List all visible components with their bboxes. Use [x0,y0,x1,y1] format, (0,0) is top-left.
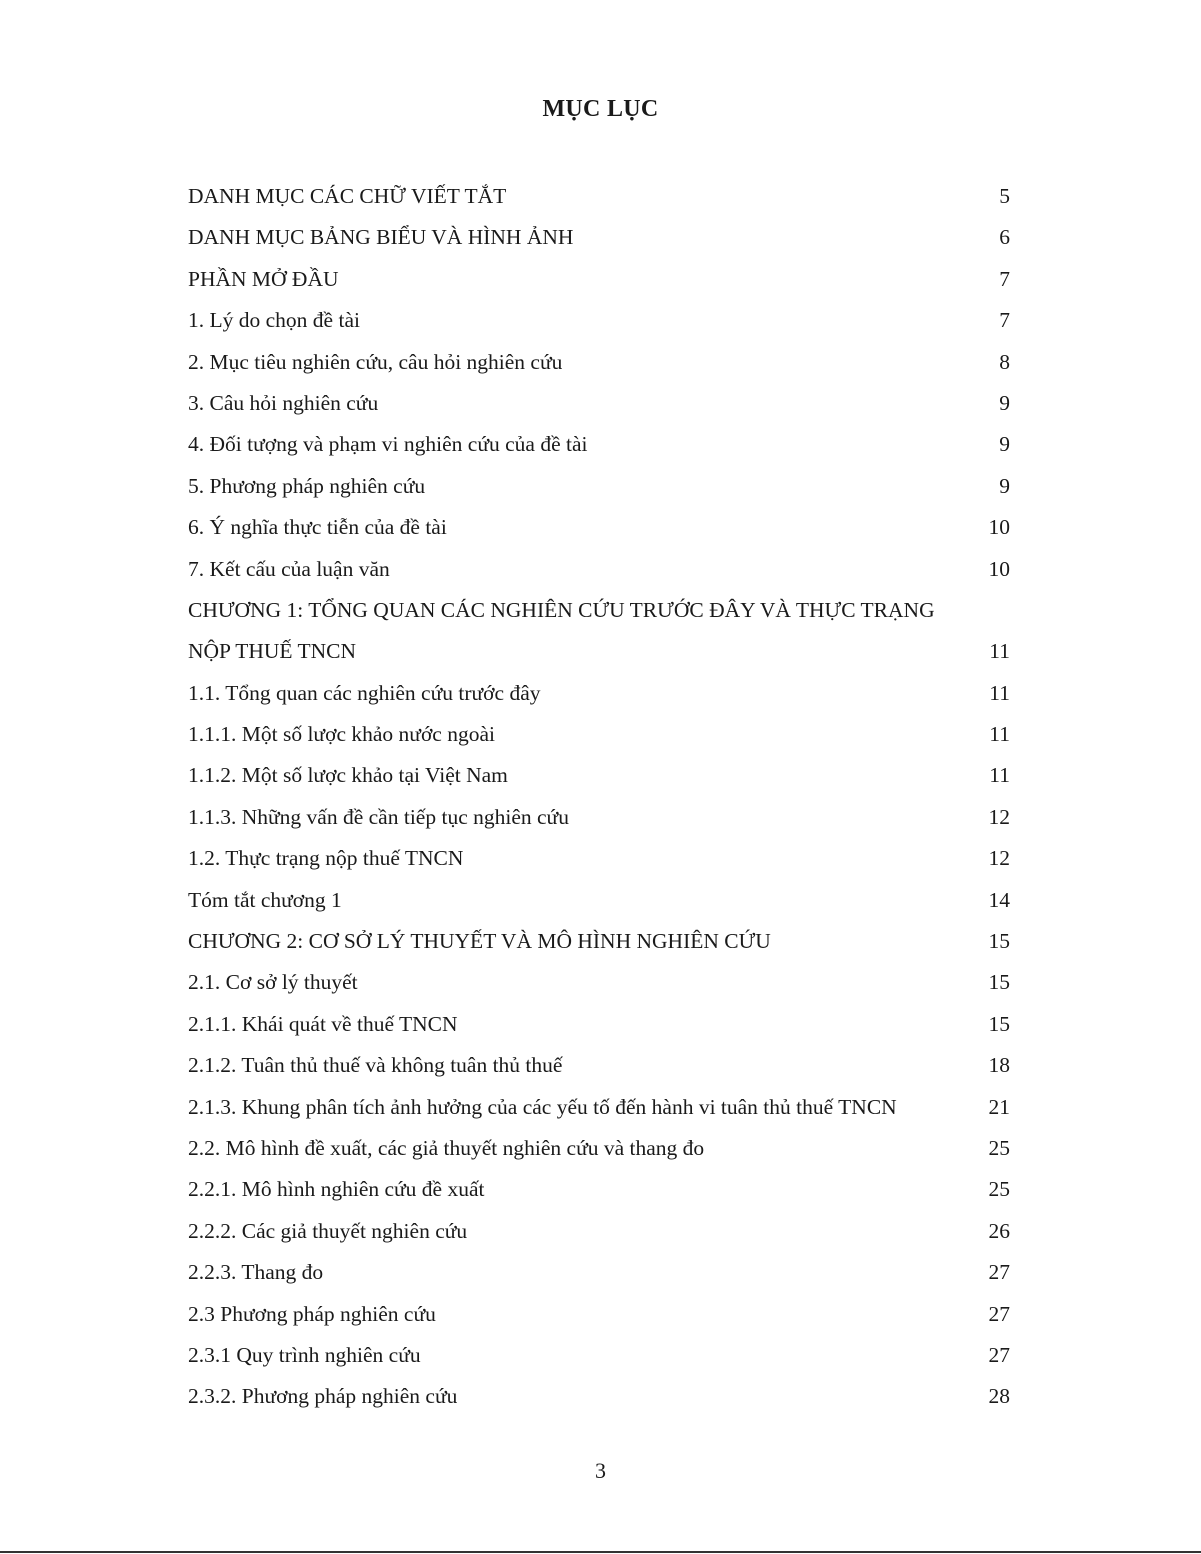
dot-leader [425,1340,987,1364]
toc-entry-page: 12 [988,804,1010,829]
toc-entry-page: 27 [988,1260,1010,1285]
toc-entry-label: Tóm tắt chương 1 [188,887,342,912]
toc-entry-page: 7 [999,308,1010,333]
toc-entry [188,1335,1010,1376]
toc-entry [188,1045,1010,1086]
toc-entry [188,342,1010,383]
toc-entry-label: 2.2.2. Các giả thuyết nghiên cứu [188,1218,468,1243]
toc-entry-page: 11 [989,722,1010,747]
toc-entry [188,962,1010,1003]
toc-entry [188,921,1010,962]
toc-entry-page: 27 [988,1301,1010,1326]
toc-entry-page: 10 [988,556,1010,581]
toc-entry [188,714,1010,755]
toc-entry-label: DANH MỤC CÁC CHỮ VIẾT TẮT [188,184,507,208]
dot-leader [512,760,987,784]
dot-leader [364,305,997,329]
toc-entry [188,797,1010,838]
toc-entry-page: 26 [988,1218,1010,1243]
toc-entry-page: 10 [988,515,1010,540]
toc-entry [188,1211,1010,1252]
toc-entry [188,176,1010,217]
dot-leader [510,181,997,205]
toc-entry-page: 14 [988,887,1010,912]
toc-entry-label: NỘP THUẾ TNCN [188,639,357,664]
toc-entry-label: 1.2. Thực trạng nộp thuế TNCN [188,846,464,871]
toc-entry [188,549,1010,590]
dot-leader [901,1092,987,1116]
toc-entry-page: 18 [988,1053,1010,1078]
toc-entry [188,1004,1010,1045]
dot-leader [566,1050,986,1074]
toc-entry-page: 8 [999,349,1010,374]
toc-entry [188,383,1010,424]
page-title: MỤC LỤC [542,96,659,122]
toc-entry-label: 1.1. Tổng quan các nghiên cứu trước đây [188,680,541,705]
toc-entry-page: 27 [988,1342,1010,1367]
toc-entry-label: 1. Lý do chọn đề tài [188,308,360,333]
dot-leader [708,1133,986,1157]
toc-entry-label: 4. Đối tượng và phạm vi nghiên cứu của đề tài [188,432,588,457]
dot-leader [440,1299,987,1323]
toc-entry-page: 6 [999,225,1010,250]
toc-entry [188,466,1010,507]
toc-entry-label: 2.3 Phương pháp nghiên cứu [188,1301,436,1326]
toc-entry-label: DANH MỤC BẢNG BIỂU VÀ HÌNH ẢNH [188,225,574,250]
toc-entry-label: 7. Kết cấu của luận văn [188,556,390,581]
toc-entry-label: 2.1.3. Khung phân tích ảnh hưởng của các yếu tố đến hành vi tuân thủ thuế TNCN [188,1094,897,1119]
toc-entry [188,1128,1010,1169]
dot-leader [462,1009,987,1033]
dot-leader [566,347,997,371]
toc-entry [188,1294,1010,1335]
toc-entry [188,1087,1010,1128]
bottom-divider [0,1551,1201,1553]
dot-leader [382,388,997,412]
dot-leader [489,1174,987,1198]
toc-entry-page: 15 [988,970,1010,995]
toc-entry [188,300,1010,341]
toc-entry-page: 15 [988,929,1010,954]
toc-entry-label: 1.1.3. Những vấn đề cần tiếp tục nghiên cứu [188,804,569,829]
toc-entry [188,217,1010,258]
toc-entry-page: 7 [999,266,1010,291]
toc-entry-page: 11 [989,763,1010,788]
toc-entry-page: 28 [988,1384,1010,1409]
dot-leader [775,926,987,950]
toc-entry-page: 15 [988,1011,1010,1036]
toc-entry [188,673,1010,714]
dot-leader [577,222,997,246]
toc-entry-label: 2.1. Cơ sở lý thuyết [188,970,358,995]
toc-entry-page: 9 [999,390,1010,415]
dot-leader [499,719,987,743]
toc-entry-label: 6. Ý nghĩa thực tiễn của đề tài [188,515,447,540]
toc-entry-label: 2.2. Mô hình đề xuất, các giả thuyết nghiên cứu và thang đo [188,1135,705,1160]
toc-entry-label: 2.2.3. Thang đo [188,1260,324,1285]
toc-entry [188,1169,1010,1210]
dot-leader [394,554,987,578]
toc-entry-page: 11 [989,639,1010,664]
dot-leader [327,1257,986,1281]
dot-leader [360,636,987,660]
toc-entry [188,259,1010,300]
toc-entry-page: 5 [999,184,1010,208]
toc-entry-page: 25 [988,1177,1010,1202]
toc-entry [188,838,1010,879]
toc-entry [188,424,1010,465]
toc-entry-heading [188,590,1010,631]
toc-entry-page: 9 [999,473,1010,498]
toc-entry-label: 5. Phương pháp nghiên cứu [188,473,426,498]
toc-entry-label: 2. Mục tiêu nghiên cứu, câu hỏi nghiên cứu [188,349,563,374]
toc-entry-label: 2.3.1 Quy trình nghiên cứu [188,1342,421,1367]
toc-entry-label: 1.1.1. Một số lược khảo nước ngoài [188,722,495,747]
dot-leader [573,802,987,826]
toc-entry-page: 12 [988,846,1010,871]
dot-leader [346,885,987,909]
toc-entry-page: 9 [999,432,1010,457]
dot-leader [461,1381,986,1405]
toc-entry [188,631,1010,672]
toc-entry-label: 2.3.2. Phương pháp nghiên cứu [188,1384,458,1409]
toc-entry-label: PHẦN MỞ ĐẦU [188,266,339,291]
toc-entry-label: 2.1.1. Khái quát về thuế TNCN [188,1011,458,1036]
toc-entry-label: 2.2.1. Mô hình nghiên cứu đề xuất [188,1177,485,1202]
dot-leader [471,1216,986,1240]
dot-leader [591,429,997,453]
dot-leader [343,264,998,288]
dot-leader [429,471,997,495]
toc-entry [188,507,1010,548]
dot-leader [451,512,987,536]
table-of-contents [188,176,1010,1418]
dot-leader [362,967,987,991]
toc-entry [188,880,1010,921]
toc-entry-page: 25 [988,1135,1010,1160]
toc-entry [188,1252,1010,1293]
toc-entry [188,755,1010,796]
toc-entry-label: 2.1.2. Tuân thủ thuế và không tuân thủ thuế [188,1053,563,1078]
toc-entry-page: 11 [989,680,1010,705]
toc-entry-label: CHƯƠNG 1: TỔNG QUAN CÁC NGHIÊN CỨU TRƯỚC ĐÂY VÀ THỰC TRẠNG [188,597,935,622]
toc-entry-label: 1.1.2. Một số lược khảo tại Việt Nam [188,763,508,788]
page-number: 3 [595,1458,606,1483]
dot-leader [545,678,988,702]
toc-entry-page: 21 [988,1094,1010,1119]
toc-entry [188,1376,1010,1417]
toc-entry-label: CHƯƠNG 2: CƠ SỞ LÝ THUYẾT VÀ MÔ HÌNH NGHIÊN CỨU [188,929,771,954]
toc-entry-label: 3. Câu hỏi nghiên cứu [188,390,379,415]
dot-leader [467,843,986,867]
